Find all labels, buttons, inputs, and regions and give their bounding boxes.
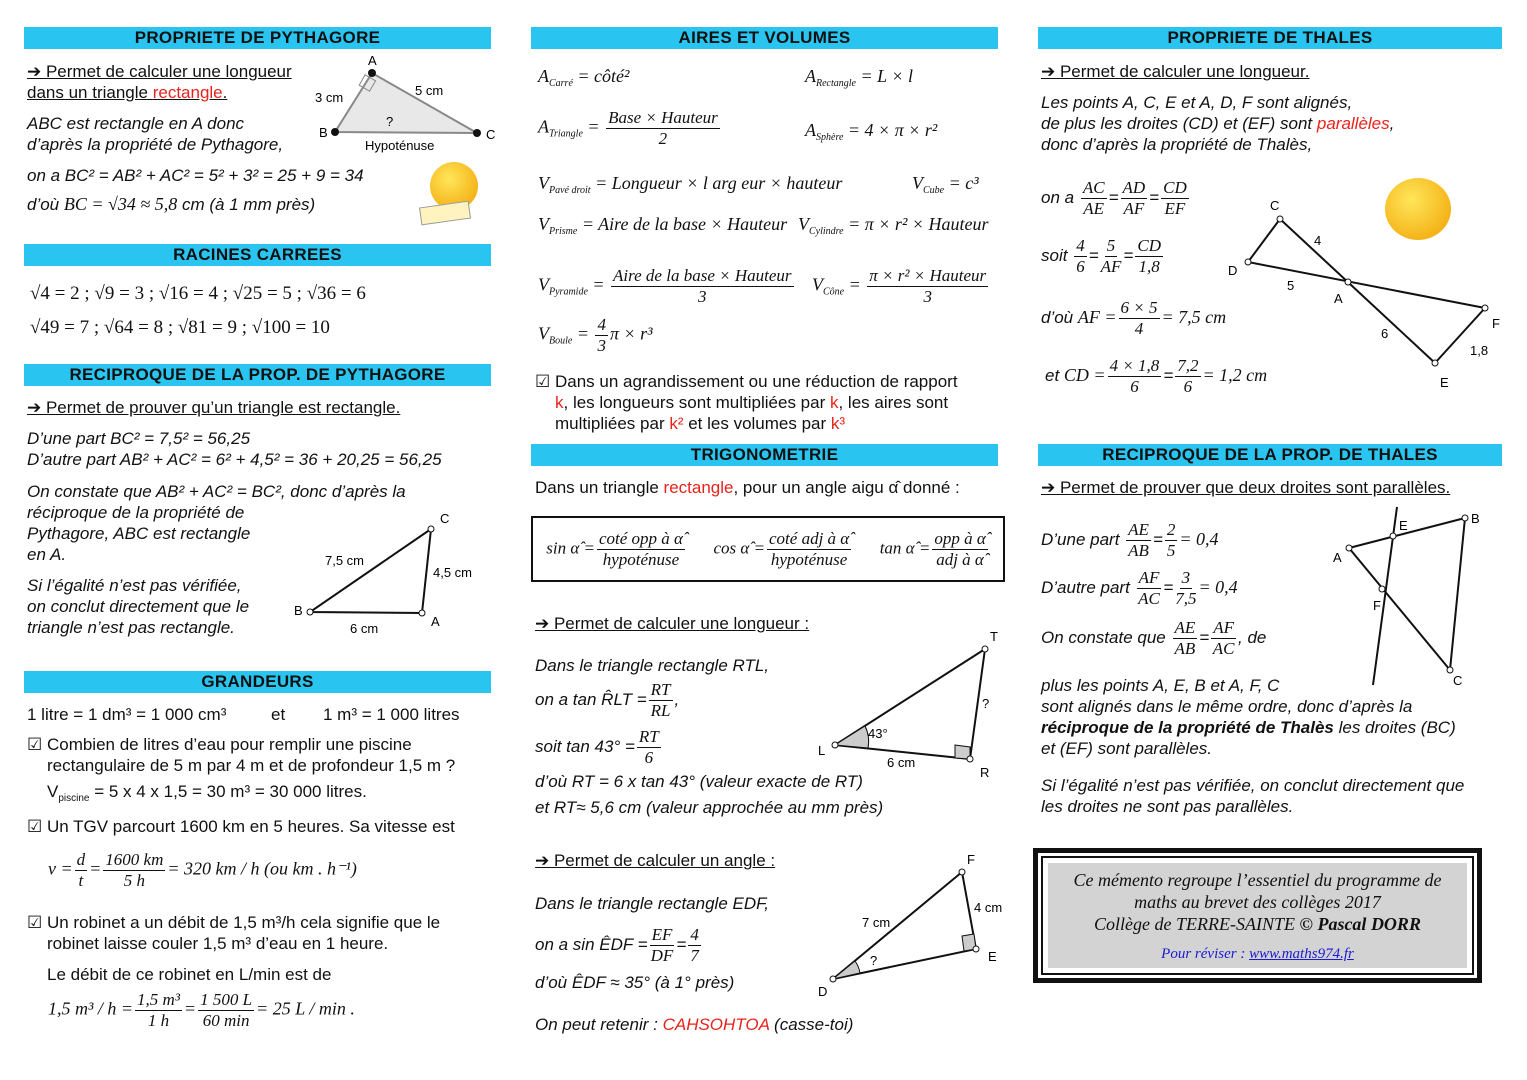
- recpyth-line: On constate que AB² + AC² = BC², donc d’après la: [27, 482, 406, 501]
- recpyth-line: D’une part BC² = 7,5² = 56,25: [27, 429, 251, 448]
- volume-pyramide: $V_{Pyramide}$ = $\frac{\text{Aire de la base × Hauteur}}{3}$: [538, 266, 792, 306]
- label: A: [1333, 550, 1342, 565]
- label: A: [431, 614, 440, 629]
- area-sphere: $A_{Sphère} = 4 \times \pi \times r^2$: [805, 120, 938, 143]
- fraction: $\frac{1600 km}{5 h}$: [105, 850, 164, 890]
- text: 1,5 m³ / h =: [48, 998, 134, 1019]
- racines-heading: RACINES CARREES: [24, 244, 491, 266]
- question-line: Le débit de ce robinet en L/min est de: [47, 965, 332, 984]
- memo-line: maths au brevet des collèges 2017: [1134, 892, 1381, 912]
- pythagore-triangle-figure: [305, 50, 505, 160]
- volume-cylindre: $V_{Cylindre} = \pi \times r^2$ × Hauteur: [798, 214, 989, 237]
- recthales-line: D’autre part $\frac{AF}{AC}$ = $\frac{3}{7,5}$ = 0,4: [1041, 568, 1238, 608]
- label: 7 cm: [862, 915, 891, 930]
- trigo-line: et RT≈ 5,6 cm (valeur approchée au mm près): [535, 798, 884, 817]
- memo-link-line: Pour réviser : www.maths974.fr: [1161, 946, 1354, 962]
- recpyth-line: D’autre part AB² + AC² = 6² + 4,5² = 36 + 20,25 = 56,25: [27, 450, 442, 469]
- pyth-line: [27, 194, 315, 215]
- rtl-triangle-figure: [810, 625, 1010, 785]
- label: D: [1228, 263, 1238, 278]
- scale-line: k, les longueurs sont multipliées par k, les aires sont: [555, 393, 949, 412]
- roots-line: √49 = 7 ; √64 = 8 ; √81 = 9 ; √100 = 10: [30, 317, 330, 338]
- area-rectangle: $A_{Rectangle} = L \times l$: [805, 66, 913, 89]
- scale-line: ☑ Dans un agrandissement ou une réduction de rapport: [535, 372, 958, 391]
- fraction: $\frac{\text{1,5 m³}}{1 h}$: [137, 990, 180, 1030]
- area-square: $A_{Carré}$ = côté²: [538, 66, 630, 89]
- pythagore-heading: PROPRIETE DE PYTHAGORE: [24, 27, 491, 49]
- text: = 320 km / h (ou km . h⁻¹): [167, 858, 357, 879]
- label: D: [818, 984, 828, 999]
- recpyth-line: réciproque de la propriété de: [27, 503, 245, 522]
- trig-formulas-box: [531, 516, 1005, 582]
- volume-pave: $V_{Pavé droit}$ = Longueur × l arg eur × hauteur: [538, 173, 843, 196]
- highlight: rectangle: [152, 83, 223, 102]
- recthales-line: sont alignés dans le même ordre, donc d’après la: [1041, 697, 1413, 716]
- reciproque-thales-figure: [1325, 505, 1495, 690]
- subscript: piscine: [58, 793, 90, 804]
- recpyth-line: on conclut directement que le: [27, 597, 250, 616]
- recpyth-intro: ➔ Permet de prouver qu’un triangle est rectangle.: [27, 398, 401, 417]
- label: 5 cm: [415, 83, 444, 98]
- volume-boule: $V_{Boule}$ = $\frac{4}{3}$ π × r³: [538, 315, 653, 355]
- scale-line: multipliées par k² et les volumes par k³: [555, 414, 846, 433]
- thales-line: Les points A, C, E et A, D, F sont alignés,: [1041, 93, 1353, 112]
- trigo-line: Dans le triangle rectangle RTL,: [535, 656, 770, 675]
- recthales-line: Si l’égalité n’est pas vérifiée, on conclut directement que: [1041, 776, 1465, 795]
- label: A: [368, 53, 377, 68]
- text: d’où: [27, 195, 64, 214]
- question-line: rectangulaire de 5 m par 4 m et de profondeur 1,5 m ?: [47, 756, 456, 775]
- label: F: [967, 852, 975, 867]
- label: Hypoténuse: [365, 138, 435, 153]
- recthales-line: plus les points A, E, B et A, F, C: [1041, 676, 1280, 695]
- thales-line: de plus les droites (CD) et (EF) sont parallèles,: [1041, 114, 1395, 133]
- label: T: [990, 629, 998, 644]
- recthales-line: les droites ne sont pas parallèles.: [1041, 797, 1294, 816]
- thales-intro: ➔ Permet de calculer une longueur.: [1041, 62, 1310, 81]
- text: v =: [48, 858, 73, 879]
- website-link[interactable]: www.maths974.fr: [1249, 946, 1354, 962]
- units-line: 1 m³ = 1 000 litres: [323, 705, 460, 724]
- trigo-line: Dans le triangle rectangle EDF,: [535, 894, 770, 913]
- trigo-line: soit tan 43° = $\frac{RT}{6}$: [535, 727, 659, 767]
- sin-formula: sin α̂ = $\frac{\text{coté opp à α̂}}{\text{hypoténuse}}$: [546, 528, 683, 569]
- recthales-line: réciproque de la propriété de Thalès les droites (BC): [1041, 718, 1456, 737]
- recthales-line: D’une part $\frac{AE}{AB}$ = $\frac{2}{5}$ = 0,4: [1041, 520, 1219, 560]
- label: E: [1440, 375, 1449, 390]
- label: ?: [386, 114, 394, 129]
- trigonometrie-heading: TRIGONOMETRIE: [531, 444, 998, 466]
- trigo-line: d’où RT = 6 x tan 43° (valeur exacte de RT): [535, 772, 863, 791]
- pyth-line: on a BC² = AB² + AC² = 5² + 3² = 25 + 9 = 34: [27, 166, 364, 185]
- memo-line: Collège de TERRE-SAINTE © Pascal DORR: [1094, 914, 1421, 934]
- label: C: [440, 511, 450, 526]
- speed-formula: v = $\frac{d}{t}$ = $\frac{1600 km}{5 h}$ = 320 km / h (ou km . h⁻¹): [48, 850, 357, 890]
- fraction: $\frac{d}{t}$: [76, 850, 86, 890]
- recpyth-line: en A.: [27, 545, 67, 564]
- label: 1,8: [1470, 343, 1489, 358]
- edf-triangle-figure: [810, 850, 1010, 1000]
- label: B: [1471, 511, 1480, 526]
- label: ?: [870, 953, 878, 968]
- volume-prisme: $V_{Prisme}$ = Aire de la base × Hauteur: [538, 214, 788, 237]
- volume-cube: $V_{Cube} = c^3$: [912, 173, 979, 196]
- cos-formula: cos α̂ = $\frac{\text{coté adj à α̂}}{\text{hypoténuse}}$: [713, 528, 850, 569]
- label: B: [294, 603, 303, 618]
- pyth-intro2: [27, 82, 227, 103]
- label: 6: [1381, 326, 1389, 341]
- label: 4,5 cm: [433, 565, 473, 580]
- label: F: [1373, 598, 1381, 613]
- reciproque-triangle-figure: [290, 505, 490, 640]
- grandeurs-heading: GRANDEURS: [24, 671, 491, 693]
- reciproque-thales-heading: RECIPROQUE DE LA PROP. DE THALES: [1038, 444, 1502, 466]
- answer-line: [47, 781, 367, 809]
- recpyth-line: Si l’égalité n’est pas vérifiée,: [27, 576, 242, 595]
- formula: BC = √34 ≈ 5,8: [63, 194, 178, 214]
- memo-credit-box: [1033, 848, 1482, 983]
- angle-subheading: ➔ Permet de calculer un angle :: [535, 851, 776, 870]
- label: A: [1334, 291, 1343, 306]
- label: 6 cm: [350, 621, 379, 636]
- label: 4 cm: [974, 900, 1003, 915]
- pyth-line: d’après la propriété de Pythagore,: [27, 135, 284, 154]
- units-and: et: [271, 705, 286, 724]
- question-line: ☑ Un TGV parcourt 1600 km en 5 heures. Sa vitesse est: [27, 817, 455, 836]
- question-line: robinet laisse couler 1,5 m³ d’eau en 1 heure.: [47, 934, 389, 953]
- roots-line: √4 = 2 ; √9 = 3 ; √16 = 4 ; √25 = 5 ; √36 = 6: [30, 283, 366, 304]
- label: 43°: [868, 726, 888, 741]
- recthales-intro: ➔ Permet de prouver que deux droites sont parallèles.: [1041, 478, 1451, 497]
- thales-line: donc d’après la propriété de Thalès,: [1041, 135, 1313, 154]
- label: ?: [982, 696, 990, 711]
- text: = 5 x 4 x 1,5 = 30 m³ = 30 000 litres.: [89, 782, 367, 801]
- trigo-line: on a tan R̂LT = $\frac{RT}{RL}$ ,: [535, 680, 680, 720]
- recthales-line: On constate que $\frac{AE}{AB}$ = $\frac{AF}{AC}$ , de: [1041, 618, 1267, 658]
- pyth-line: ABC est rectangle en A donc: [27, 114, 245, 133]
- label: 5: [1287, 278, 1295, 293]
- trigo-line: on a sin ÊDF = $\frac{EF}{DF}$ = $\frac{4}{7}$: [535, 925, 699, 965]
- thales-formula: et CD = $\frac{4 \times 1,8}{6}$ = $\frac{7,2}{6}$ = 1,2 cm: [1045, 356, 1268, 396]
- mnemonic: On peut retenir : CAHSOHTOA (casse-toi): [535, 1015, 854, 1034]
- units-line: 1 litre = 1 dm³ = 1 000 cm³: [27, 705, 227, 724]
- label: R: [980, 765, 990, 780]
- label: 3 cm: [315, 90, 344, 105]
- thales-formula: d’où AF = $\frac{6 \times 5}{4}$ = 7,5 cm: [1041, 298, 1227, 338]
- label: C: [1270, 198, 1280, 213]
- label: 6 cm: [887, 755, 916, 770]
- volume-cone: $V_{Cône}$ = $\frac{\text{π × r² × Hauteur}}{3}$: [812, 266, 987, 306]
- fraction: $\frac{1 500 L}{60 \min}$: [200, 990, 253, 1030]
- trigo-intro: Dans un triangle rectangle, pour un angle aigu α̂ donné :: [535, 478, 960, 497]
- thales-formula: on a $\frac{AC}{AE}$ = $\frac{AD}{AF}$ = $\frac{CD}{EF}$: [1041, 178, 1187, 218]
- text: cm (à 1 mm près): [177, 195, 316, 214]
- flow-formula: 1,5 m³ / h = $\frac{\text{1,5 m³}}{1 h}$ = $\frac{1 500 L}{60 \min}$ = 25 L / min .: [48, 990, 355, 1030]
- pyth-intro: ➔ Permet de calculer une longueur: [27, 62, 292, 81]
- label: 7,5 cm: [325, 553, 365, 568]
- memo-line: Ce mémento regroupe l’essentiel du programme de: [1073, 870, 1442, 890]
- question-line: ☑ Un robinet a un débit de 1,5 m³/h cela signifie que le: [27, 913, 441, 932]
- trigo-line: d’où ÊDF ≈ 35° (à 1° près): [535, 973, 735, 992]
- aires-volumes-heading: AIRES ET VOLUMES: [531, 27, 998, 49]
- area-triangle: $A_{Triangle}$ = $\frac{\text{Base × Hauteur}}{2}$: [538, 108, 718, 148]
- label: 4: [1314, 233, 1322, 248]
- label: C: [1453, 673, 1463, 688]
- recpyth-line: Pythagore, ABC est rectangle: [27, 524, 251, 543]
- recthales-line: et (EF) sont parallèles.: [1041, 739, 1213, 758]
- thales-formula: soit $\frac{4}{6}$ = $\frac{5}{AF}$ = $\frac{CD}{1,8}$: [1041, 236, 1161, 276]
- length-subheading: ➔ Permet de calculer une longueur :: [535, 614, 810, 633]
- label: E: [1399, 518, 1408, 533]
- thales-heading: PROPRIETE DE THALES: [1038, 27, 1502, 49]
- label: E: [988, 949, 997, 964]
- tan-formula: tan α̂ = $\frac{\text{opp à α̂}}{\text{adj à α̂}}$: [879, 528, 986, 569]
- reciproque-pythagore-heading: RECIPROQUE DE LA PROP. DE PYTHAGORE: [24, 364, 491, 386]
- text: V: [47, 782, 59, 801]
- text: dans un triangle: [27, 83, 153, 102]
- smiley-writing-icon: [420, 162, 482, 224]
- text: .: [222, 83, 228, 102]
- text: = 25 L / min .: [256, 998, 355, 1019]
- label: B: [319, 125, 328, 140]
- thales-figure: [1220, 190, 1520, 390]
- label: C: [486, 127, 496, 142]
- label: L: [818, 743, 826, 758]
- question-line: ☑ Combien de litres d’eau pour remplir une piscine: [27, 735, 412, 754]
- label: F: [1492, 316, 1500, 331]
- recpyth-line: triangle n’est pas rectangle.: [27, 618, 235, 637]
